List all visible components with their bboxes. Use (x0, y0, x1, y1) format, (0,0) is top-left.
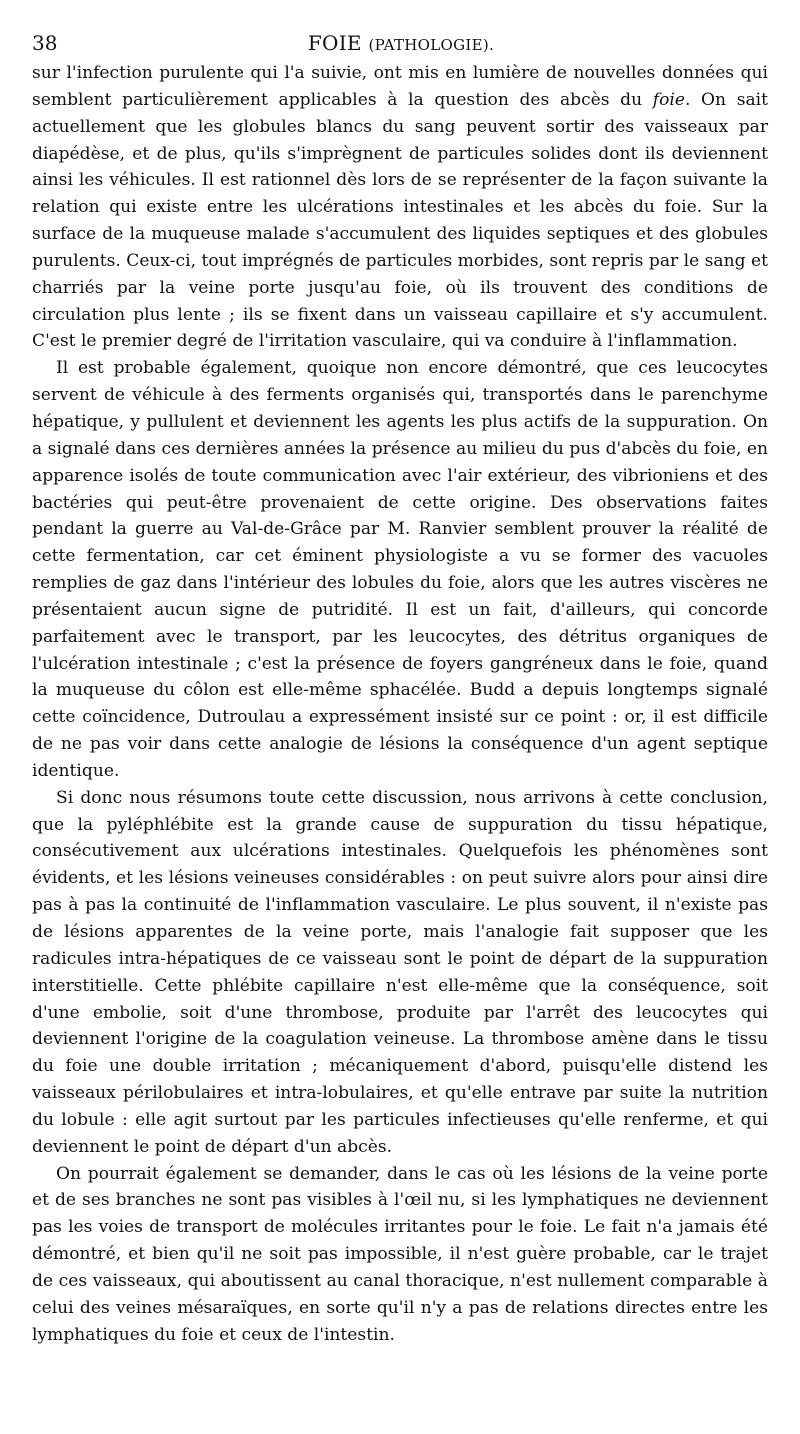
paragraph-text: Il est probable également, quoique non encore démontré, que ces leucocytes servent de véhicule à des ferments organisés qui, transportés dans le parenchyme hépatique, y pullulent et deviennent les agents les plus actifs de la suppuration. On a signalé dans ces dernières années la présence au milieu du pus d'abcès du foie, en apparence isolés de toute communication avec l'air extérieur, des vibrioniens et des bactéries qui peut-être provenaient de cette origine. Des observations faites pendant la guerre au Val-de-Grâce par M. Ranvier semblent prouver la réalité de cette fermentation, car cet éminent physiologiste a vu se former des vacuoles remplies de gaz dans l'intérieur des lobules du foie, alors que les autres viscères ne présentaient aucun signe de putridité. Il est un fait, d'ailleurs, qui concorde parfaitement avec le transport, par les leucocytes, des détritus organiques de l'ulcération intestinale ; c'est la présence de foyers gangréneux dans le foie, quand la muqueuse du côlon est elle-même sphacélée. Budd a depuis longtemps signalé cette coïncidence, Dutroulau a expressément insisté sur ce point : or, il est difficile de ne pas voir dans cette analogie de lésions la conséquence d'un agent septique identique. (32, 358, 768, 781)
paragraph (32, 355, 768, 785)
running-title (32, 30, 770, 58)
paragraph-text: . On sait actuellement que les globules blancs du sang peuvent sortir des vaisseaux par diapédèse, et de plus, qu'ils s'imprègnent de particules solides dont ils deviennent ainsi les véhicules. Il est rationnel dès lors de se représenter de la façon suivante la relation qui existe entre les ulcérations intestinales et les abcès du foie. Sur la surface de la muqueuse malade s'accumulent des liquides septiques et des globules purulents. Ceux-ci, tout imprégnés de particules morbides, sont repris par le sang et charriés par la veine porte jusqu'au foie, où ils trouvent des conditions de circulation plus lente ; ils se fixent dans un vaisseau capillaire et s'y accumulent. C'est le premier degré de l'irritation vasculaire, qui va conduire à l'inflammation. (32, 89, 768, 352)
paragraph-text: On pourrait également se demander, dans le cas où les lésions de la veine porte et de ses branches ne sont pas visibles à l'œil nu, si les lymphatiques ne deviennent pas les voies de transport de molécules irritantes pour le foie. Le fait n'a jamais été démontré, et bien qu'il ne soit pas impossible, il n'est guère probable, car le trajet de ces vaisseaux, qui aboutissent au canal thoracique, n'est nullement comparable à celui des veines mésaraïques, en sorte qu'il n'y a pas de relations directes entre les lymphatiques du foie et ceux de l'intestin. (32, 1163, 768, 1345)
page-header (32, 30, 770, 62)
running-title-subtitle: (PATHOLOGIE). (368, 36, 495, 54)
paragraph-text: Si donc nous résumons toute cette discussion, nous arrivons à cette conclusion, que la pyléphlébite est la grande cause de suppuration du tissu hépatique, consécutivement aux ulcérations intestinales. Quelquefois les phénomènes sont évidents, et les lésions veineuses considérables : on peut suivre alors pour ainsi dire pas à pas la continuité de l'inflammation vasculaire. Le plus souvent, il n'existe pas de lésions apparentes de la veine porte, mais l'analogie fait supposer que les radicules intra-hépatiques de ce vaisseau sont le point de départ de la suppuration interstitielle. Cette phlébite capillaire n'est elle-même que la conséquence, soit d'une embolie, soit d'une thrombose, produite par l'arrêt des leucocytes qui deviennent l'origine de la coagulation veineuse. La thrombose amène dans le tissu du foie une double irritation ; mécaniquement d'abord, puisqu'elle distend les vaisseaux périlobulaires et intra-lobulaires, et qu'elle entrave par suite la nutrition du lobule : elle agit surtout par les particules infectieuses qu'elle renferme, et qui deviennent le point de départ d'un abcès. (32, 787, 768, 1157)
paragraph (32, 60, 768, 355)
paragraph (32, 785, 768, 1161)
body-text (32, 60, 768, 1349)
page-number: 38 (32, 31, 58, 55)
paragraph-text: sur l'infection purulente qui l'a suivie, ont mis en lumière de nouvelles données qui semblent particulièrement applicables à la question des abcès du (32, 63, 768, 110)
paragraph (32, 1161, 768, 1349)
italic-text: foie (652, 89, 685, 110)
running-title-main: FOIE (307, 31, 362, 55)
